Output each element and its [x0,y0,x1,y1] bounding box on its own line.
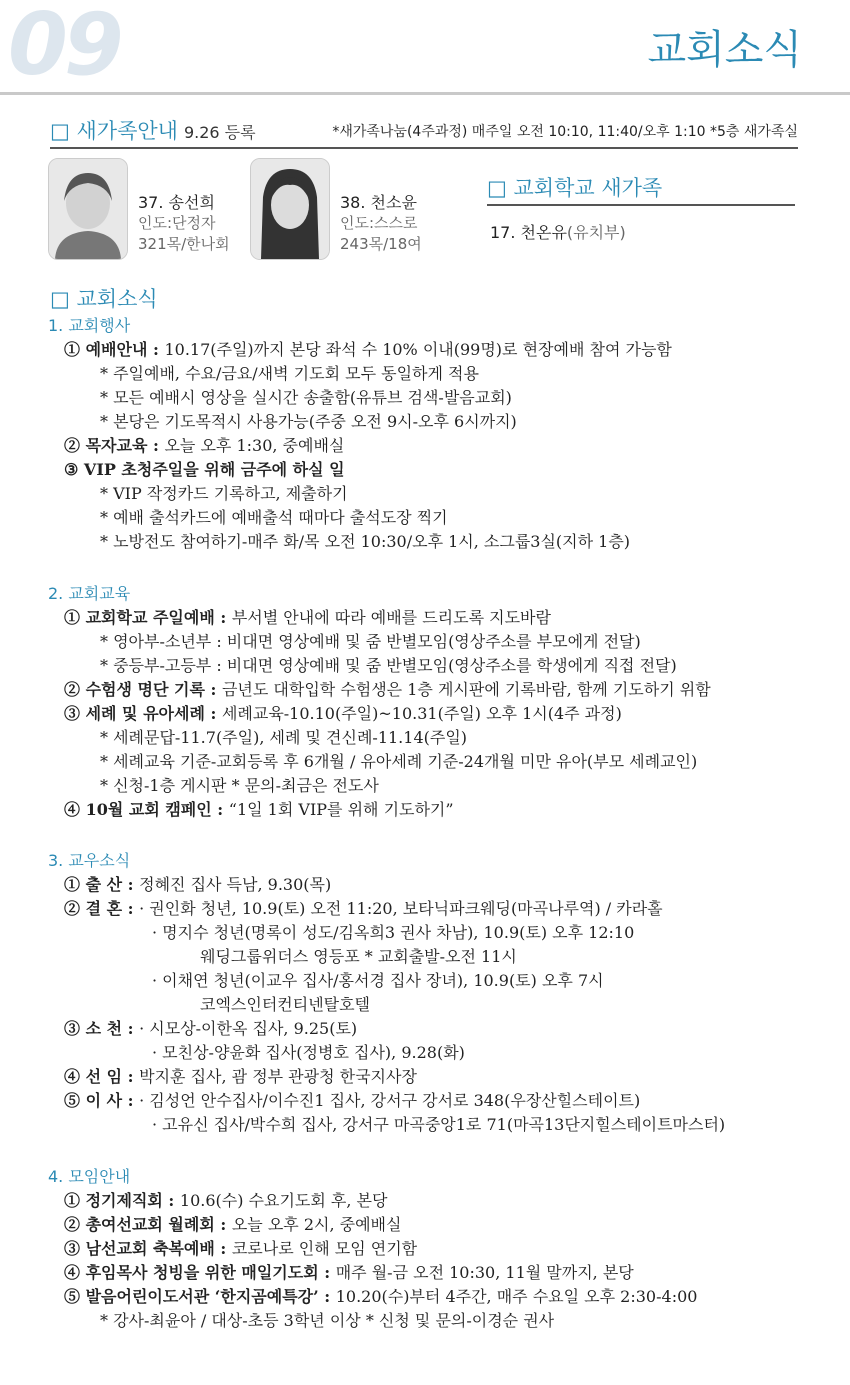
news-item [64,702,622,726]
news-subitem [152,1041,465,1065]
news-subitem [100,530,630,554]
news-subitem [100,482,348,506]
news-subitem [100,750,697,774]
item-text: * 예배 출석카드에 예배출석 때마다 출석도장 찍기 [100,508,448,527]
item-text: 코엑스인터컨티넨탈호텔 [200,995,371,1014]
school-new-family-heading: □ 교회학교 새가족 [487,172,795,206]
new-member-1 [138,192,230,255]
news-item [64,1017,357,1041]
news-item [64,338,672,362]
news-subitem [100,654,677,678]
item-text: * 노방전도 참여하기-매주 화/목 오전 10:30/오후 1시, 소그룹3실(지하 1층) [100,532,631,551]
new-family-heading: □ 새가족안내 [50,119,178,143]
news-subitem [100,774,379,798]
member-group: 321목/한나회 [138,235,230,253]
item-text: 오늘 오후 1:30, 중예배실 [164,436,345,455]
page-title: 교회소식 [647,27,802,73]
item-label: ③ 세례 및 유아세례 : [64,704,222,723]
item-text: · 시모상-이한옥 집사, 9.25(토) [139,1019,358,1038]
school-new-member [490,220,626,243]
item-text: · 김성언 안수집사/이수진1 집사, 강서구 강서로 348(우장산힐스테이트) [139,1091,641,1110]
item-text: * 주일예배, 수요/금요/새벽 기도회 모두 동일하게 적용 [100,364,479,383]
news-subitem [200,993,370,1017]
member-guide: 인도:단정자 [138,214,216,232]
item-text: * 중등부-고등부 : 비대면 영상예배 및 줌 반별모임(영상주소를 학생에게 직접 전달) [100,656,677,675]
item-text: · 권인화 청년, 10.9(토) 오전 11:20, 보타닉파크웨딩(마곡나루역) / 카라홀 [139,899,663,918]
item-label: ④ 후임목사 청빙을 위한 매일기도회 : [64,1263,336,1282]
person-photo-1 [48,158,128,260]
section-title: 2. 교회교육 [48,584,131,603]
item-text: 코로나로 인해 모임 연기함 [231,1239,418,1258]
child-dept: (유치부) [566,223,626,242]
item-label: ① 출 산 : [64,875,140,894]
church-news-heading: □ 교회소식 [50,287,158,311]
item-text: 10.20(수)부터 4주간, 매주 수요일 오후 2:30-4:00 [335,1287,698,1306]
new-member-2 [340,192,422,255]
news-item [64,873,331,897]
item-label: ② 목자교육 : [64,436,165,455]
person-photo-2 [250,158,330,260]
news-subitem [100,726,467,750]
item-label: ① 예배안내 : [64,340,165,359]
item-label: ② 총여선교회 월례회 : [64,1215,232,1234]
news-item [64,1237,417,1261]
header-divider [0,92,850,95]
news-subitem [100,362,479,386]
news-subitem [100,410,517,434]
news-subitem [152,921,634,945]
item-text: * 세례문답-11.7(주일), 세례 및 견신례-11.14(주일) [100,728,468,747]
news-item [64,798,454,822]
child-name: 17. 천온유 [490,223,567,242]
item-text: 정혜진 집사 득남, 9.30(목) [139,875,332,894]
item-text: · 명지수 청년(명록이 성도/김옥희3 권사 차남), 10.9(토) 오후 12:10 [152,923,635,942]
item-text: * 모든 예배시 영상을 실시간 송출함(유튜브 검색-발음교회) [100,388,512,407]
registration-date: 9.26 등록 [183,123,256,142]
news-item [64,678,711,702]
item-text: · 이채연 청년(이교우 집사/홍서경 집사 장녀), 10.9(토) 오후 7시 [152,971,604,990]
item-text: * 세례교육 기준-교회등록 후 6개월 / 유아세례 기준-24개월 미만 유아(부모 세례교인) [100,752,698,771]
news-item [64,606,551,630]
member-name: 38. 천소윤 [340,193,417,212]
item-text: 세례교육-10.10(주일)~10.31(주일) 오후 1시(4주 과정) [221,704,622,723]
news-item [64,1213,401,1237]
item-text: * 강사-최윤아 / 대상-초등 3학년 이상 * 신청 및 문의-이경순 권사 [100,1311,555,1330]
section-title: 4. 모임안내 [48,1167,131,1186]
item-text: * 영아부-소년부 : 비대면 영상예배 및 줌 반별모임(영상주소를 부모에게 전달) [100,632,641,651]
item-text: · 고유신 집사/박수희 집사, 강서구 마곡중앙1로 71(마곡13단지힐스테이트마스터) [152,1115,726,1134]
section-title: 3. 교우소식 [48,851,131,870]
portrait-icon [49,159,127,259]
new-family-note: *새가족나눔(4주과정) 매주일 오전 10:10, 11:40/오후 1:10 *5층 새가족실 [332,124,798,140]
item-label: ④ 선 임 : [64,1067,140,1086]
item-text: “1일 1회 VIP를 위해 기도하기” [228,800,454,819]
news-subitem [100,1309,554,1333]
news-item [64,897,663,921]
news-item [64,1189,387,1213]
news-subitem [100,630,641,654]
item-text: 10.17(주일)까지 본당 좌석 수 10% 이내(99명)로 현장예배 참여 가능함 [164,340,672,359]
item-text: 매주 월-금 오전 10:30, 11월 말까지, 본당 [335,1263,634,1282]
item-label: ① 정기제직회 : [64,1191,180,1210]
item-text: * VIP 작정카드 기록하고, 제출하기 [100,484,348,503]
item-text: 10.6(수) 수요기도회 후, 본당 [179,1191,388,1210]
item-label: ④ 10월 교회 캠페인 : [64,800,229,819]
page-number: 09 [8,0,120,95]
new-family-header [50,115,798,149]
news-item [64,1065,417,1089]
item-text: 오늘 오후 2시, 중예배실 [231,1215,402,1234]
news-item [64,434,344,458]
news-subitem [152,969,604,993]
news-item [64,1089,640,1113]
news-subitem [152,1113,725,1137]
item-text: · 모친상-양윤화 집사(정병호 집사), 9.28(화) [152,1043,465,1062]
item-text: * 본당은 기도목적시 사용가능(주중 오전 9시-오후 6시까지) [100,412,517,431]
news-subitem [100,386,512,410]
item-label: ③ VIP 초청주일을 위해 금주에 하실 일 [64,460,345,479]
item-text: 금년도 대학입학 수험생은 1층 게시판에 기록바람, 함께 기도하기 위함 [221,680,711,699]
member-guide: 인도:스스로 [340,214,418,232]
item-label: ⑤ 발음어린이도서관 ‘한지곰예특강’ : [64,1287,336,1306]
news-item [64,1285,697,1309]
item-label: ⑤ 이 사 : [64,1091,140,1110]
item-text: 부서별 안내에 따라 예배를 드리도록 지도바람 [231,608,551,627]
item-label: ③ 남선교회 축복예배 : [64,1239,232,1258]
item-label: ① 교회학교 주일예배 : [64,608,232,627]
portrait-icon [251,159,329,259]
item-label: ③ 소 천 : [64,1019,140,1038]
section-title: 1. 교회행사 [48,316,131,335]
item-text: 박지훈 집사, 괌 정부 관광청 한국지사장 [139,1067,417,1086]
item-text: * 신청-1층 게시판 * 문의-최금은 전도사 [100,776,379,795]
member-group: 243목/18여 [340,235,422,253]
member-name: 37. 송선희 [138,193,215,212]
news-item [64,458,345,482]
item-text: 웨딩그룹위더스 영등포 * 교회출발-오전 11시 [200,947,517,966]
item-label: ② 결 혼 : [64,899,140,918]
news-subitem [200,945,517,969]
item-label: ② 수험생 명단 기록 : [64,680,222,699]
news-subitem [100,506,448,530]
news-item [64,1261,634,1285]
